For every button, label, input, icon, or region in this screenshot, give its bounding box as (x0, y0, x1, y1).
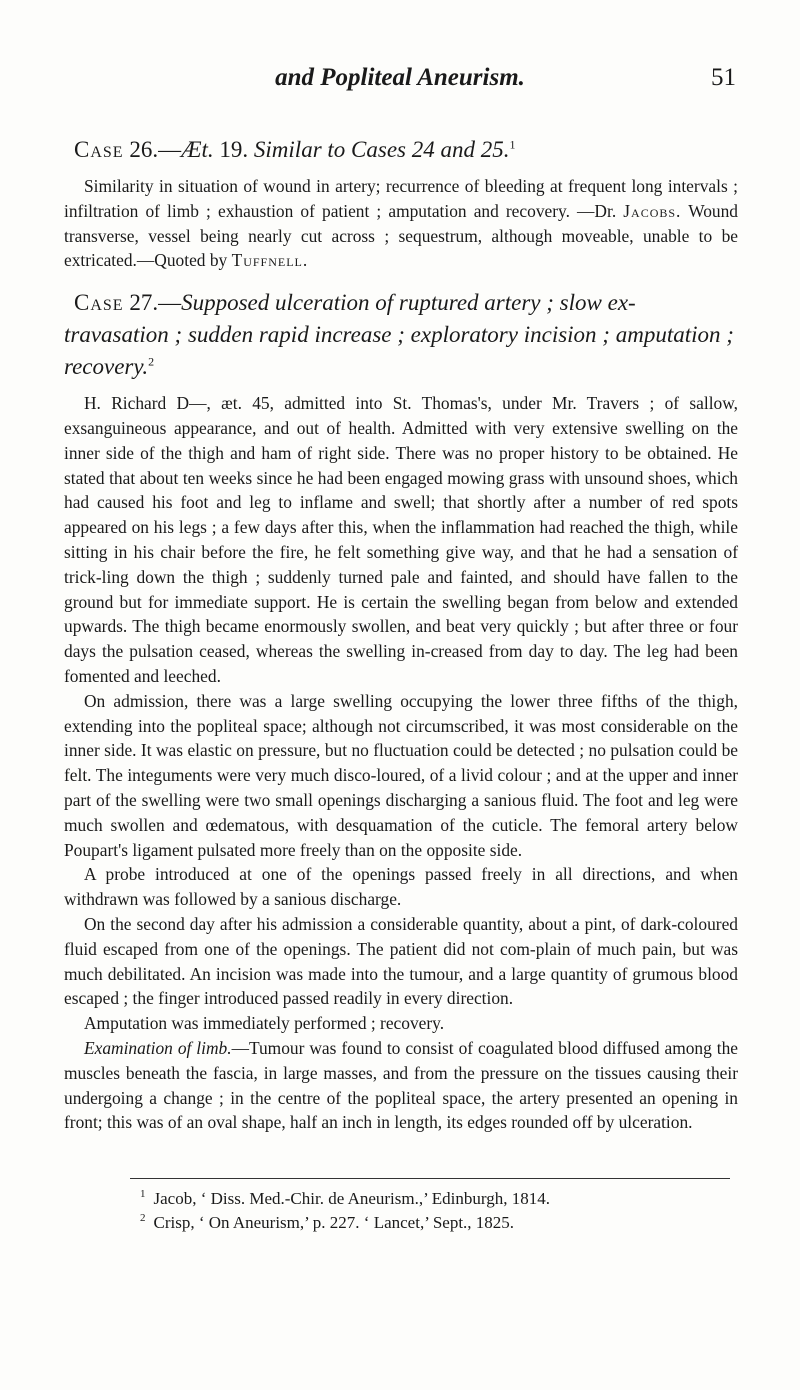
footnote-1 (140, 1187, 738, 1211)
footnote-2-text: Crisp, ‘ On Aneurism,’ p. 227. ‘ Lancet,’ Sept., 1825. (153, 1213, 515, 1232)
footnote-1-mark: 1 (140, 1188, 146, 1201)
footnote-1-text: Jacob, ‘ Diss. Med.-Chir. de Aneurism.,’ Edinburgh, 1814. (153, 1189, 550, 1208)
case-27-paragraph-4: On the second day after his admission a considerable quantity, about a pint, of dark-coloured fluid escaped from one of the openings. The patient did not com-plain of much pain, but was much debilitated. An incision was made into the tumour, and a large quantity of grumous blood escaped ; the finger introduced passed readily in every direction. (64, 913, 738, 1009)
case-26-title: Similar to Cases 24 and 25. (253, 137, 510, 162)
case-27-paragraph-3: A probe introduced at one of the openings passed freely in all directions, and when withdrawn was followed by a sanious discharge. (64, 864, 738, 910)
running-title: and Popliteal Aneurism. (275, 64, 525, 91)
examination-label: Examination of limb. (84, 1037, 232, 1058)
case-27-paragraph-5: Amputation was immediately performed ; recovery. (84, 1013, 445, 1034)
case-27-paragraph-1: H. Richard D—, æt. 45, admitted into St. Thomas's, under Mr. Travers ; of sallow, exsanguineous appearance, and out of health. Admitted with very extensive swelling on the inner side of the thigh and ham of right side. There was no proper history to be obtained. He stated that about ten weeks since he had been engaged mowing grass with unsound shoes, which had caused his foot and leg to inflame and swell; that shortly after a number of red spots appeared on his legs ; a few days after this, when the inflammation had reached the thigh, while sitting in his chair before the fire, he felt something give way, and that he had a sensation of trick-ling down the thigh ; suddenly turned pale and fainted, and should have fallen to the ground but for immediate support. He is certain the swelling began from below and extended upwards. The thigh became enormously swollen, and beat very quickly ; but after three or four days the pulsation ceased, whereas the swelling in-creased from day to day. The leg had been fomented and leeched. (64, 393, 738, 686)
case-26-author-jacobs: Jacobs. (623, 200, 682, 221)
examination-text: —Tumour was found to consist of coagulated blood diffused among the muscles beneath the fascia, in large masses, and from the pressure on the tissues causing their undergoing a change ; in the centre of the popliteal space, the artery presented an opening in front; this was of an oval shape, half an inch in length, its edges rounded off by ulceration. (64, 1037, 738, 1133)
page-number: 51 (711, 64, 736, 91)
case-27-number: 27.— (129, 290, 182, 316)
footnote-rule (130, 1178, 730, 1179)
case-26-number: 26.— (129, 137, 182, 162)
case-27-heading (64, 287, 738, 383)
case-27-title: Supposed ulceration of ruptured artery ; slow ex-travasation ; sudden rapid increase ; exploratory incision ; amputation ; recovery. (64, 290, 734, 380)
case-26-text-mid: Wound transverse, vessel being nearly cut across ; sequestrum, although moveable, unable to be extricated.—Quoted by (64, 200, 738, 271)
footnote-ref-1: 1 (509, 137, 516, 152)
case-26-word: Case (74, 137, 124, 162)
case-27-paragraph-2: On admission, there was a large swelling occupying the lower three fifths of the thigh, extending into the popliteal space; although not circumscribed, it was most considerable on the inner side. It was elastic on pressure, but no fluctuation could be detected ; no pulsation could be felt. The integuments were very much disco-loured, of a livid colour ; and at the upper and inner part of the swelling were two small openings discharging a sanious fluid. The foot and leg were much swollen and œdematous, with desquamation of the cuticle. The femoral artery below Poupart's ligament pulsated more freely than on the opposite side. (64, 690, 738, 860)
case-26-summary (64, 174, 738, 273)
case-26-author-tuffnell: Tuffnell. (231, 250, 309, 271)
case-26-aet: Æt. (181, 137, 214, 162)
case-27-word: Case (74, 290, 124, 316)
page-body (64, 134, 738, 1135)
footnote-2 (140, 1211, 738, 1235)
case-27-examination (64, 1036, 738, 1135)
footnotes (64, 1178, 738, 1235)
case-26-text-start: Similarity in situation of wound in artery; recurrence of bleeding at frequent long intervals ; infiltration of limb ; exhaustion of patient ; amputation and recovery. —Dr. (64, 176, 738, 221)
page-header (0, 64, 800, 104)
footnote-ref-2: 2 (148, 354, 155, 369)
case-26-age: 19. (213, 137, 254, 162)
case-26-heading (64, 134, 738, 166)
footnote-2-mark: 2 (140, 1212, 146, 1225)
